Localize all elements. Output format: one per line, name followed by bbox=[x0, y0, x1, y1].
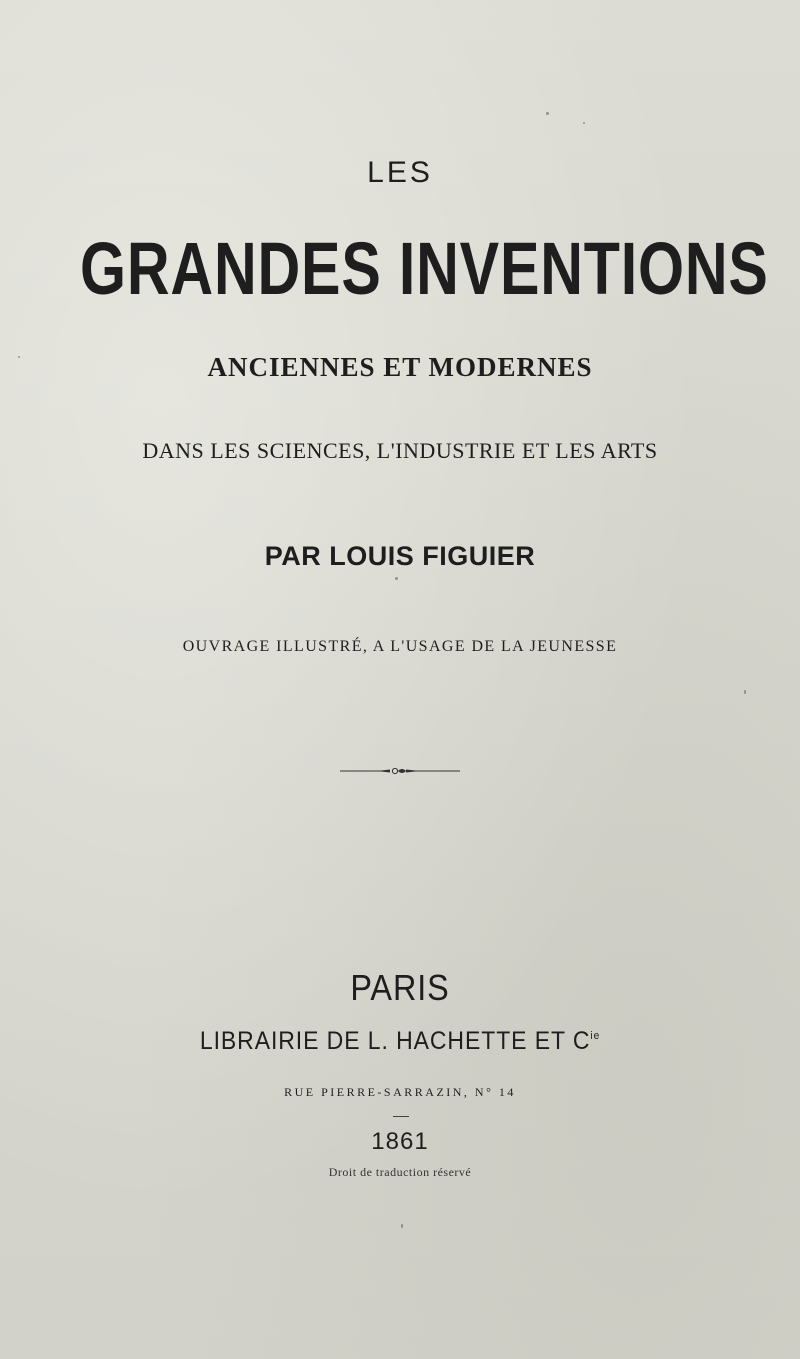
main-title: GRANDES INVENTIONS bbox=[80, 227, 769, 310]
paper-speck bbox=[18, 356, 20, 358]
divider bbox=[393, 1116, 409, 1117]
subtitle: ANCIENNES ET MODERNES bbox=[207, 352, 593, 382]
paper-speck bbox=[744, 690, 746, 694]
author-line: PAR LOUIS FIGUIER bbox=[264, 541, 536, 571]
imprint-publisher: LIBRAIRIE DE L. HACHETTE ET C bbox=[199, 1027, 591, 1055]
ornament-rule-icon bbox=[0, 764, 800, 778]
domains-line: DANS LES SCIENCES, L'INDUSTRIE ET LES ARTS bbox=[142, 438, 658, 463]
paper-speck bbox=[546, 112, 549, 115]
paper-speck bbox=[401, 1224, 403, 1228]
rights-notice: Droit de traduction réservé bbox=[328, 1165, 472, 1179]
paper-speck bbox=[583, 122, 585, 124]
imprint-address: RUE PIERRE-SARRAZIN, N° 14 bbox=[284, 1085, 516, 1099]
imprint-year: 1861 bbox=[371, 1128, 429, 1155]
description-line: OUVRAGE ILLUSTRÉ, A L'USAGE DE LA JEUNESSE bbox=[182, 638, 618, 655]
paper-speck bbox=[395, 577, 398, 580]
imprint-publisher-suffix: ie bbox=[590, 1030, 601, 1042]
imprint-city: PARIS bbox=[350, 967, 450, 1008]
title-les: LES bbox=[367, 156, 433, 189]
imprint-publisher-line bbox=[32, 1029, 768, 1054]
